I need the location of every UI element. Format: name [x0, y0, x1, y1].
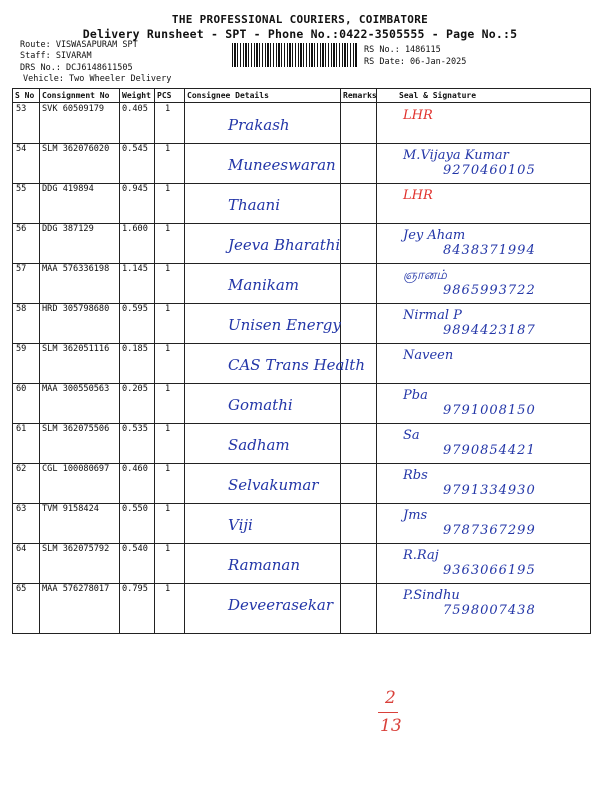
- row-signature: Nirmal P: [403, 308, 462, 323]
- row-signature: Jey Aham: [403, 228, 466, 243]
- row-phone-handwriting: 9791334930: [443, 483, 536, 498]
- header-remarks: Remarks: [343, 91, 377, 100]
- row-sno: 65: [16, 584, 27, 594]
- row-sno: 59: [16, 344, 27, 354]
- row-consignee-handwriting: Ramanan: [228, 556, 301, 574]
- row-pcs: 1: [165, 224, 171, 234]
- row-signature: Sa: [403, 428, 420, 443]
- header-sno: S No: [15, 91, 35, 100]
- row-phone-handwriting: 9363066195: [443, 563, 536, 578]
- row-consignment-no: MAA 576278017: [42, 584, 110, 594]
- runsheet-table: [12, 88, 591, 634]
- row-pcs: 1: [165, 464, 171, 474]
- company-title: THE PROFESSIONAL COURIERS, COIMBATORE: [171, 13, 429, 26]
- runsheet-subtitle: Delivery Runsheet - SPT - Phone No.:0422-3505555 - Page No.:5: [82, 27, 518, 41]
- row-weight: 0.550: [122, 504, 148, 514]
- row-weight: 0.460: [122, 464, 148, 474]
- row-sno: 61: [16, 424, 27, 434]
- row-phone-handwriting: 9790854421: [443, 443, 536, 458]
- row-signature: M.Vijaya Kumar: [403, 148, 509, 163]
- row-consignment-no: SLM 362051116: [42, 344, 110, 354]
- row-pcs: 1: [165, 264, 171, 274]
- header-consignment: Consignment No: [42, 91, 110, 100]
- row-signature: Pba: [403, 388, 428, 403]
- row-consignee-handwriting: Gomathi: [228, 396, 293, 414]
- page-mark-numerator: 2: [385, 688, 396, 708]
- row-pcs: 1: [165, 544, 171, 554]
- row-weight: 0.945: [122, 184, 148, 194]
- row-signature: P.Sindhu: [403, 588, 460, 603]
- row-divider: [13, 183, 590, 184]
- row-signature: R.Raj: [403, 548, 439, 563]
- row-weight: 1.145: [122, 264, 148, 274]
- row-consignment-no: SVK 60509179: [42, 104, 105, 114]
- drs-number: DRS No.: DCJ6148611505: [20, 63, 133, 73]
- row-phone-handwriting: 9787367299: [443, 523, 536, 538]
- page-mark-line: [378, 712, 398, 713]
- row-weight: 1.600: [122, 224, 148, 234]
- header-pcs: PCS: [157, 91, 172, 100]
- row-sno: 58: [16, 304, 27, 314]
- row-consignment-no: DDG 387129: [42, 224, 94, 234]
- row-consignee-handwriting: Manikam: [228, 276, 300, 294]
- row-consignment-no: HRD 305798680: [42, 304, 110, 314]
- row-phone-handwriting: 9791008150: [443, 403, 536, 418]
- row-consignee-handwriting: Viji: [228, 516, 253, 534]
- row-divider: [13, 223, 590, 224]
- row-phone-handwriting: 9270460105: [443, 163, 536, 178]
- row-consignee-handwriting: CAS Trans Health: [228, 356, 365, 374]
- row-weight: 0.205: [122, 384, 148, 394]
- row-weight: 0.545: [122, 144, 148, 154]
- page-mark-denominator: 13: [380, 716, 402, 736]
- row-weight: 0.795: [122, 584, 148, 594]
- row-pcs: 1: [165, 504, 171, 514]
- row-consignee-handwriting: Jeeva Bharathi: [228, 236, 341, 254]
- row-phone-handwriting: 7598007438: [443, 603, 536, 618]
- row-signature: LHR: [403, 108, 433, 123]
- header-seal: Seal & Signature: [399, 91, 477, 100]
- row-weight: 0.540: [122, 544, 148, 554]
- row-pcs: 1: [165, 384, 171, 394]
- row-phone-handwriting: 8438371994: [443, 243, 536, 258]
- row-consignee-handwriting: Sadham: [228, 436, 290, 454]
- row-signature: Naveen: [403, 348, 454, 363]
- row-sno: 56: [16, 224, 27, 234]
- row-sno: 60: [16, 384, 27, 394]
- row-consignee-handwriting: Unisen Energy: [228, 316, 341, 334]
- row-consignee-handwriting: Muneeswaran: [228, 156, 336, 174]
- row-pcs: 1: [165, 344, 171, 354]
- row-sno: 64: [16, 544, 27, 554]
- rs-number: RS No.: 1486115: [364, 45, 441, 55]
- row-signature: Rbs: [403, 468, 428, 483]
- route-label: Route: VISWASAPURAM SPT: [20, 40, 138, 50]
- rs-date: RS Date: 06-Jan-2025: [364, 57, 467, 67]
- row-signature: Jms: [403, 508, 428, 523]
- row-weight: 0.595: [122, 304, 148, 314]
- row-sno: 62: [16, 464, 27, 474]
- row-sno: 57: [16, 264, 27, 274]
- row-pcs: 1: [165, 424, 171, 434]
- barcode: [232, 43, 358, 67]
- row-pcs: 1: [165, 304, 171, 314]
- staff-label: Staff: SIVARAM: [20, 51, 92, 61]
- row-weight: 0.405: [122, 104, 148, 114]
- row-consignment-no: SLM 362075792: [42, 544, 110, 554]
- row-phone-handwriting: 9894423187: [443, 323, 536, 338]
- vehicle-label: Vehicle: Two Wheeler Delivery: [23, 74, 172, 84]
- row-consignee-handwriting: Thaani: [228, 196, 281, 214]
- header-weight: Weight: [122, 91, 151, 100]
- row-sno: 55: [16, 184, 27, 194]
- row-pcs: 1: [165, 184, 171, 194]
- row-signature: LHR: [403, 188, 433, 203]
- row-phone-handwriting: 9865993722: [443, 283, 536, 298]
- row-divider: [13, 503, 590, 504]
- row-consignment-no: TVM 9158424: [42, 504, 99, 514]
- row-weight: 0.185: [122, 344, 148, 354]
- row-consignment-no: MAA 300550563: [42, 384, 110, 394]
- row-weight: 0.535: [122, 424, 148, 434]
- row-consignee-handwriting: Prakash: [228, 116, 290, 134]
- row-consignment-no: SLM 362076020: [42, 144, 110, 154]
- row-consignee-handwriting: Deveerasekar: [228, 596, 334, 614]
- row-sno: 53: [16, 104, 27, 114]
- row-consignment-no: DDG 419894: [42, 184, 94, 194]
- row-pcs: 1: [165, 104, 171, 114]
- row-pcs: 1: [165, 144, 171, 154]
- row-pcs: 1: [165, 584, 171, 594]
- row-signature: ஞானம்: [403, 268, 447, 283]
- row-consignee-handwriting: Selvakumar: [228, 476, 319, 494]
- row-consignment-no: MAA 576336198: [42, 264, 110, 274]
- row-sno: 63: [16, 504, 27, 514]
- row-sno: 54: [16, 144, 27, 154]
- header-consignee: Consignee Details: [187, 91, 269, 100]
- row-consignment-no: SLM 362075506: [42, 424, 110, 434]
- row-consignment-no: CGL 100080697: [42, 464, 110, 474]
